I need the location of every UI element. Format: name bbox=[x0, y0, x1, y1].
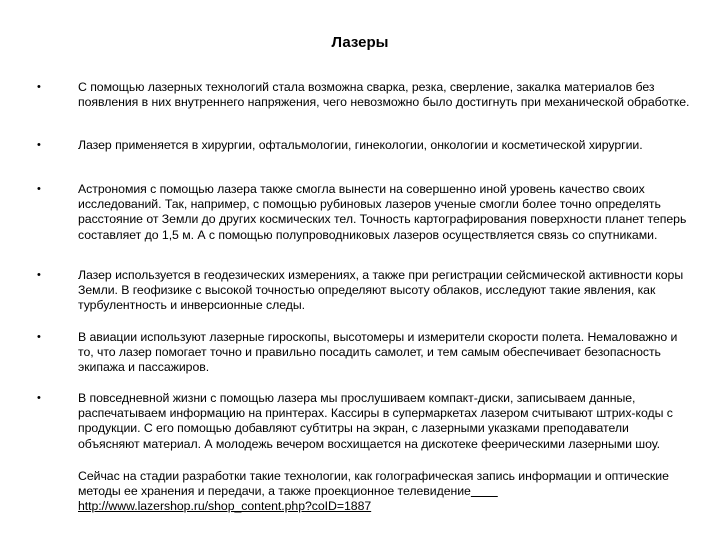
bullet-dot-icon: • bbox=[37, 139, 41, 151]
bullet-text: Лазер используется в геодезических измерениях, а также при регистрации сейсмической активности коры Земли. В геофизике с высокой точностью определяют высоту облаков, исследуют такие явления, как турбулентность и инверсионные следы. bbox=[78, 268, 684, 313]
bullet-dot-icon: • bbox=[37, 183, 41, 195]
bullet-dot-icon: • bbox=[37, 81, 41, 93]
bullet-dot-icon: • bbox=[37, 331, 41, 343]
future-tech-paragraph bbox=[78, 469, 690, 515]
bullet-text: Астрономия с помощью лазера также смогла вынести на совершенно иной уровень качество своих исследований. Так, например, с помощью рубиновых лазеров ученые смогли более точно определять расстояние от Земли до других космических тел. Точность картографирования поверхности планет теперь составляет до 1,5 м. А с помощью полупроводниковых лазеров осуществляется связь со спутниками. bbox=[78, 182, 687, 242]
bullet-text: В повседневной жизни с помощью лазера мы прослушиваем компакт-диски, записываем данные, распечатываем информацию на принтерах. Кассиры в супермаркетах лазером считывают штрих-коды с продукции. С его помощью добавляют субтитры на экран, с лазерными указками преподаватели объясняют материал. А молодежь вечером восхищается на дискотеке феерическими лазерными шоу. bbox=[78, 391, 673, 451]
source-link[interactable]: http://www.lazershop.ru/shop_content.php?coID=1887 bbox=[78, 499, 372, 514]
bullet-dot-icon: • bbox=[37, 269, 41, 281]
slide-title: Лазеры bbox=[331, 34, 389, 51]
underline-spacer bbox=[471, 484, 498, 498]
bullet-text: С помощью лазерных технологий стала возможна сварка, резка, сверление, закалка материалов без появления в них внутреннего напряжения, чего невозможно было достигнуть при механической обработке. bbox=[78, 80, 690, 110]
bullet-text: Лазер применяется в хирургии, офтальмологии, гинекологии, онкологии и косметической хирургии. bbox=[78, 138, 643, 152]
future-tech-text: Сейчас на стадии разработки такие технологии, как голографическая запись информации и оптические методы ее хранения и передачи, а также проекционное телевидение bbox=[78, 469, 669, 499]
bullet-dot-icon: • bbox=[37, 392, 41, 404]
bullet-text: В авиации используют лазерные гироскопы, высотомеры и измерители скорости полета. Немаловажно и то, что лазер помогает точно и правильно посадить самолет, и тем самым обеспечивает безопасность экипажа и пассажиров. bbox=[78, 330, 678, 375]
